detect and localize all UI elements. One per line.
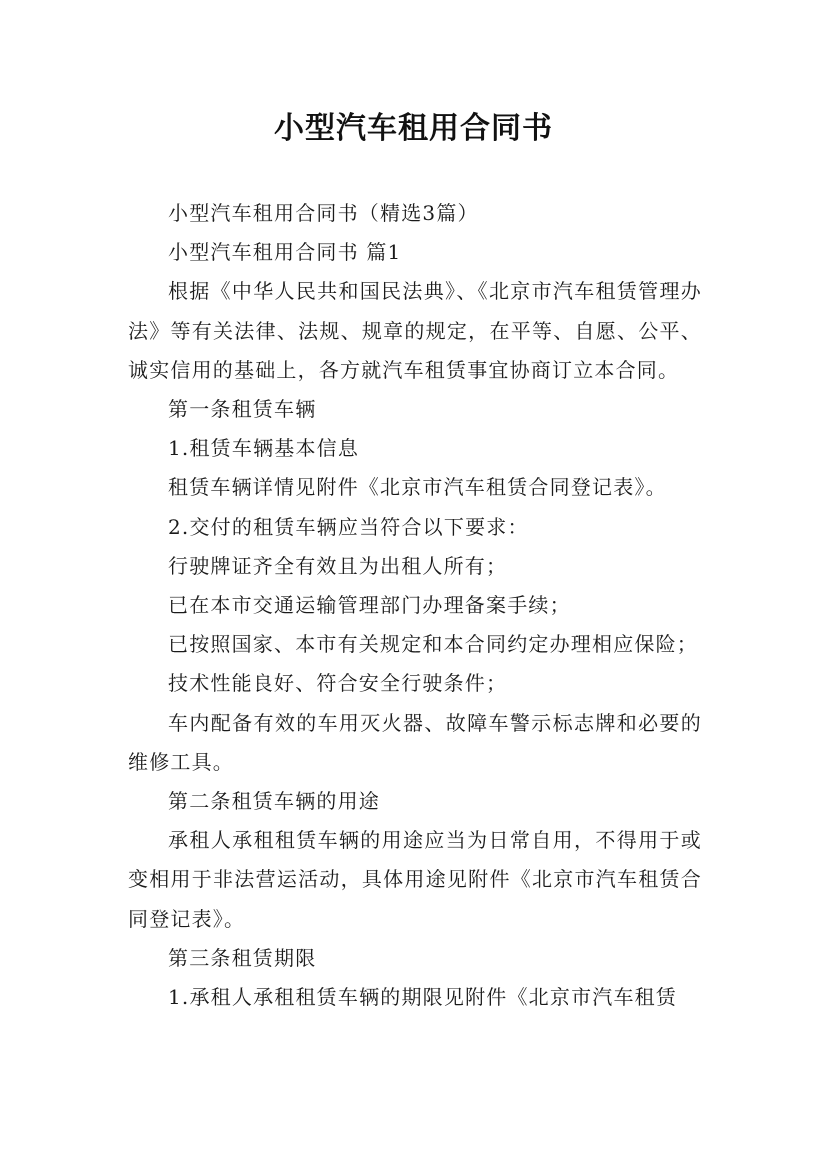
paragraph-article-1-heading: 第一条租赁车辆	[168, 397, 317, 422]
paragraph-item-1: 1.租赁车辆基本信息	[168, 436, 360, 461]
paragraph-requirement-1: 行驶牌证齐全有效且为出租人所有；	[168, 553, 508, 578]
paragraph-item-2: 2.交付的租赁车辆应当符合以下要求：	[168, 514, 529, 539]
paragraph-vehicle-details: 租赁车辆详情见附件《北京市汽车租赁合同登记表》。	[168, 475, 667, 500]
paragraph-requirement-4: 技术性能良好、符合安全行驶条件；	[168, 671, 508, 696]
paragraph-requirement-5: 车内配备有效的车用灭火器、故障车警示标志牌和必要的维修工具。	[128, 710, 702, 774]
document-title: 小型汽车租用合同书	[274, 111, 553, 146]
paragraph-article-3-heading: 第三条租赁期限	[168, 945, 317, 970]
paragraph-preamble: 根据《中华人民共和国民法典》、《北京市汽车租赁管理办法》等有关法律、法规、规章的规定，在平等、自愿、公平、诚实信用的基础上，各方就汽车租赁事宜协商订立本合同。	[128, 279, 702, 382]
paragraph-term: 1.承租人承租租赁车辆的期限见附件《北京市汽车租赁	[168, 985, 678, 1010]
paragraph-usage: 承租人承租租赁车辆的用途应当为日常自用，不得用于或变相用于非法营运活动，具体用途见附件《北京市汽车租赁合同登记表》。	[128, 828, 702, 931]
paragraph-requirement-3: 已按照国家、本市有关规定和本合同约定办理相应保险；	[168, 632, 698, 657]
paragraph-section-heading: 小型汽车租用合同书 篇1	[168, 240, 402, 265]
paragraph-article-2-heading: 第二条租赁车辆的用途	[168, 789, 380, 814]
document-body	[128, 194, 702, 1017]
paragraph-subtitle: 小型汽车租用合同书（精选3篇）	[168, 201, 479, 225]
paragraph-requirement-2: 已在本市交通运输管理部门办理备案手续；	[168, 593, 571, 618]
